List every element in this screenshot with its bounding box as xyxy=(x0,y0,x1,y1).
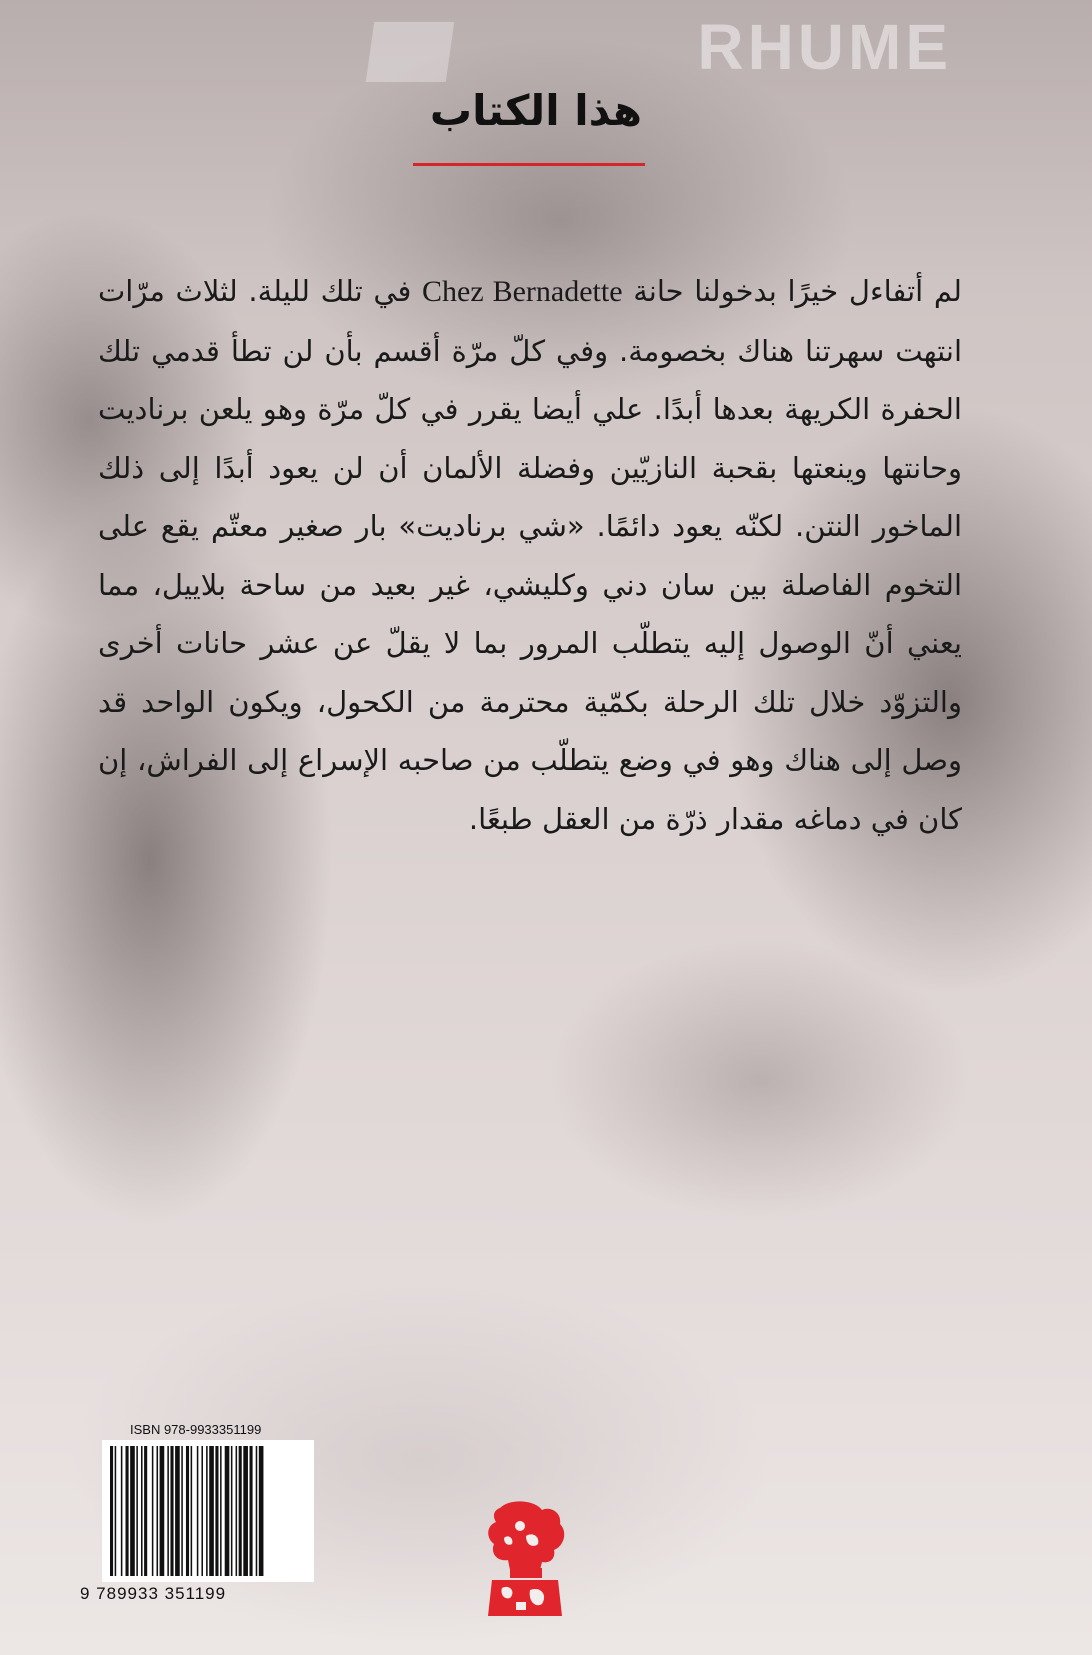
barcode-bar xyxy=(236,1446,238,1576)
barcode-bar xyxy=(130,1446,135,1576)
barcode-bar xyxy=(191,1446,193,1576)
barcode-bar xyxy=(220,1446,222,1576)
publisher-logo xyxy=(480,1498,570,1618)
barcode-bars xyxy=(110,1446,306,1576)
barcode-digits: 9 789933 351199 xyxy=(80,1584,227,1603)
barcode-bar xyxy=(197,1446,199,1576)
blurb-part-2: في تلك لليلة. لثلاث مرّات انتهت سهرتنا هناك بخصومة. وفي كلّ مرّة أقسم بأن لن تطأ قدمي تلك الحفرة الكريهة بعدها أبدًا. علي أيضا يقرر في كلّ مرّة وهو يلعن برناديت وحانتها وينعتها بقحبة النازيّين وفضلة الألمان أن لن يعود أبدًا إلى ذلك الماخور النتن. لكنّه يعود دائمًا. «شي برناديت» بار صغير معتّم يقع على التخوم الفاصلة بين سان دني وكليشي، غير بعيد من ساحة بلاييل، مما يعني أنّ الوصول إليه يتطلّب المرور بما لا يقلّ عن عشر حانات أخرى والتزوّد خلال تلك الرحلة بكمّية محترمة من الكحول، ويكون الواحد قد وصل إلى هناك وهو في وضع يتطلّب من صاحبه الإسراع إلى الفراش، إن كان في دماغه مقدار ذرّة من العقل طبعًا. xyxy=(98,274,962,836)
barcode-bar xyxy=(126,1446,129,1576)
barcode-bar xyxy=(243,1446,248,1576)
barcode-bar xyxy=(250,1446,253,1576)
barcode-bar xyxy=(209,1446,214,1576)
barcode-bar xyxy=(201,1446,203,1576)
barcode-bar xyxy=(231,1446,233,1576)
barcode-bar xyxy=(141,1446,143,1576)
barcode-bar xyxy=(206,1446,208,1576)
isbn-label: ISBN 978-9933351199 xyxy=(130,1422,262,1437)
barcode-bar xyxy=(115,1446,117,1576)
barcode-bar xyxy=(152,1446,154,1576)
background-sign: RHUME xyxy=(697,11,952,83)
barcode-bar xyxy=(256,1446,258,1576)
barcode-bar xyxy=(144,1446,147,1576)
barcode-bar xyxy=(259,1446,264,1576)
barcode-bar xyxy=(167,1446,169,1576)
blurb-part-1: لم أتفاءل خيرًا بدخولنا حانة xyxy=(622,274,963,308)
barcode-bar xyxy=(239,1446,242,1576)
background-poster xyxy=(366,22,454,82)
barcode-bar xyxy=(225,1446,230,1576)
barcode-bar xyxy=(215,1446,218,1576)
bar-name-latin: Chez Bernadette xyxy=(422,275,623,308)
section-title: هذا الكتاب xyxy=(429,86,642,135)
title-underline xyxy=(413,163,645,166)
isbn-barcode xyxy=(80,1422,314,1612)
barcode-bar xyxy=(136,1446,138,1576)
barcode-bar xyxy=(186,1446,189,1576)
barcode-bar xyxy=(160,1446,165,1576)
barcode-bar xyxy=(170,1446,173,1576)
barcode-bar xyxy=(181,1446,183,1576)
barcode-bar xyxy=(110,1446,113,1576)
barcode-bar xyxy=(121,1446,123,1576)
barcode-bar xyxy=(175,1446,180,1576)
barcode-panel xyxy=(102,1440,314,1582)
blurb-text xyxy=(98,262,962,848)
barcode-bar xyxy=(157,1446,159,1576)
